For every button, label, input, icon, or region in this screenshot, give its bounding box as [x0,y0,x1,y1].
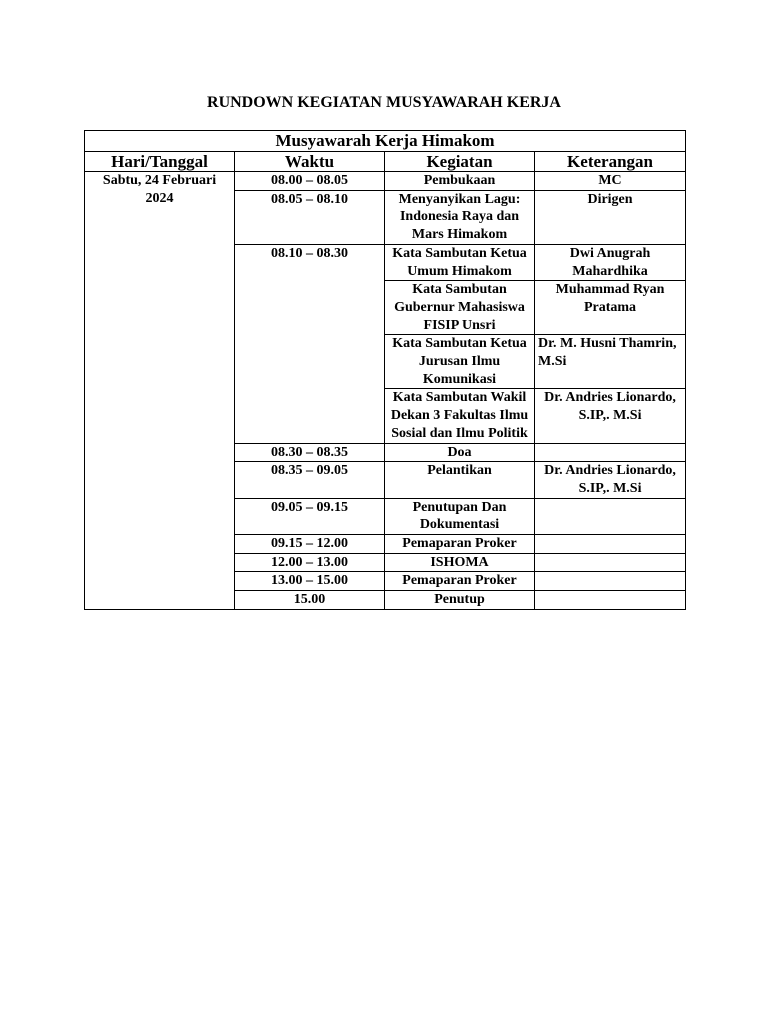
time-cell: 08.30 – 08.35 [235,443,385,462]
activity-cell: Pelantikan [385,462,535,498]
table-caption: Musyawarah Kerja Himakom [85,131,686,152]
activity-cell: Kata Sambutan Ketua Jurusan Ilmu Komunikasi [385,335,535,389]
note-cell: Dr. Andries Lionardo, S.IP,. M.Si [535,389,686,443]
activity-cell: Kata Sambutan Ketua Umum Himakom [385,244,535,280]
time-cell: 08.35 – 09.05 [235,462,385,498]
time-cell: 09.05 – 09.15 [235,498,385,534]
note-cell [535,443,686,462]
activity-cell: ISHOMA [385,553,535,572]
rundown-table [84,130,686,610]
time-cell: 08.00 – 08.05 [235,172,385,191]
time-cell: 08.05 – 08.10 [235,190,385,244]
note-cell: MC [535,172,686,191]
table-header-row [85,152,686,172]
note-cell: Dr. M. Husni Thamrin, M.Si [535,335,686,389]
table-caption-row [85,131,686,152]
header-note: Keterangan [535,152,686,172]
document-title: RUNDOWN KEGIATAN MUSYAWARAH KERJA [207,94,561,111]
activity-cell: Penutup [385,591,535,610]
note-cell: Dirigen [535,190,686,244]
date-cell: Sabtu, 24 Februari 2024 [85,172,235,610]
table-row [85,172,686,191]
activity-cell: Menyanyikan Lagu: Indonesia Raya dan Mars Himakom [385,190,535,244]
time-cell: 12.00 – 13.00 [235,553,385,572]
note-cell: Dwi Anugrah Mahardhika [535,244,686,280]
activity-cell: Pemaparan Proker [385,572,535,591]
activity-cell: Kata Sambutan Wakil Dekan 3 Fakultas Ilmu Sosial dan Ilmu Politik [385,389,535,443]
activity-cell: Doa [385,443,535,462]
note-cell: Muhammad Ryan Pratama [535,281,686,335]
header-time: Waktu [235,152,385,172]
note-cell [535,572,686,591]
activity-cell: Kata Sambutan Gubernur Mahasiswa FISIP Unsri [385,281,535,335]
time-cell: 15.00 [235,591,385,610]
note-cell [535,553,686,572]
activity-cell: Penutupan Dan Dokumentasi [385,498,535,534]
time-cell: 08.10 – 08.30 [235,244,385,443]
note-cell [535,591,686,610]
time-cell: 13.00 – 15.00 [235,572,385,591]
activity-cell: Pembukaan [385,172,535,191]
note-cell [535,535,686,554]
header-activity: Kegiatan [385,152,535,172]
header-date: Hari/Tanggal [85,152,235,172]
note-cell: Dr. Andries Lionardo, S.IP,. M.Si [535,462,686,498]
note-cell [535,498,686,534]
activity-cell: Pemaparan Proker [385,535,535,554]
time-cell: 09.15 – 12.00 [235,535,385,554]
